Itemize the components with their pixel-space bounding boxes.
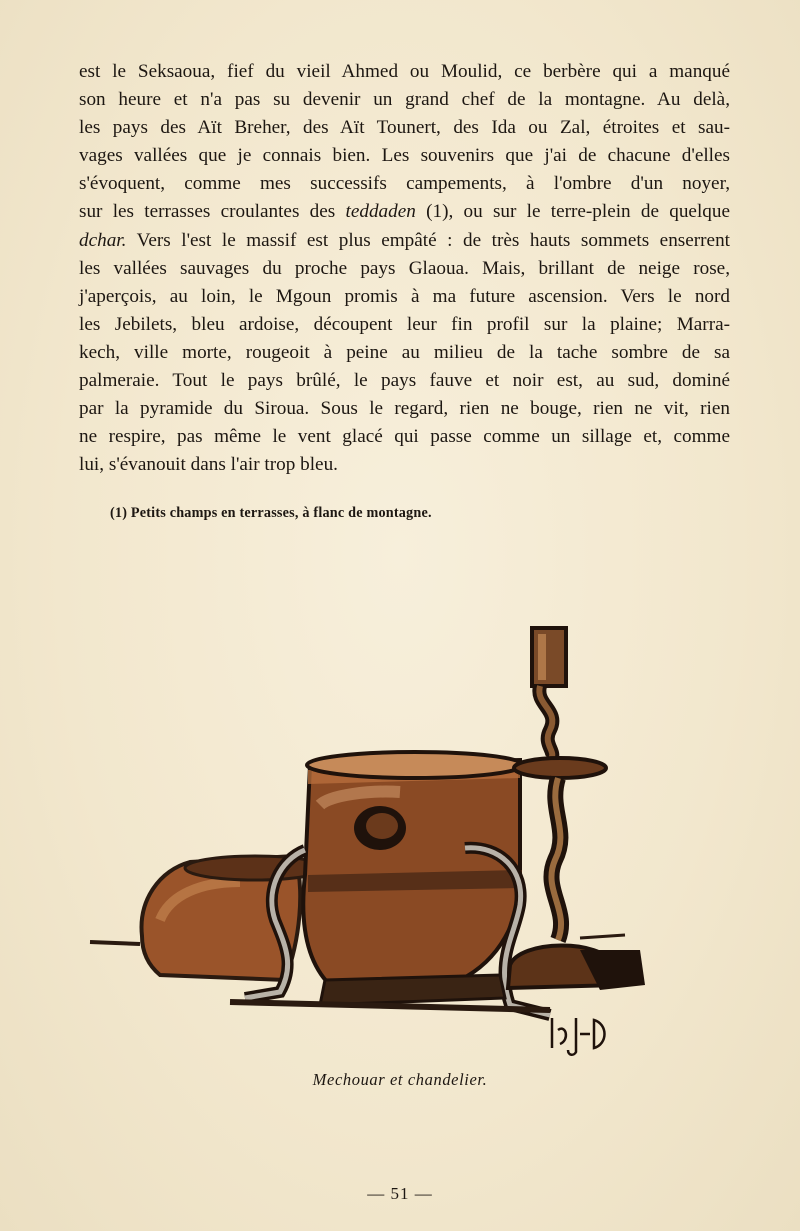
text-segment: (1), ou sur le terre-plein de quelque xyxy=(415,201,730,223)
candle-cup-highlight xyxy=(538,634,546,680)
pot-opening-inner xyxy=(366,813,398,839)
pot-base xyxy=(320,975,505,1005)
text-line: lui, s'évanouit dans l'air trop bleu. xyxy=(79,454,338,476)
body-text xyxy=(79,58,730,479)
text-line: j'aperçois, au loin, le Mgoun promis à ma future ascension. Vers le nord xyxy=(79,285,730,307)
text-line-with-italic xyxy=(79,227,730,255)
figure-caption: Mechouar et chandelier. xyxy=(312,1070,488,1089)
text-line: son heure et n'a pas su devenir un grand chef de la montagne. Au delà, xyxy=(79,89,730,111)
text-line: est le Seksaoua, fief du vieil Ahmed ou Moulid, ce berbère qui a manqué xyxy=(79,61,730,82)
illustration-mechouar-chandelier xyxy=(80,620,660,1070)
pot-rim xyxy=(307,752,523,778)
text-line: palmeraie. Tout le pays brûlé, le pays fauve et noir est, au sud, dominé xyxy=(79,370,730,392)
text-segment: Vers l'est le massif est plus empâté : de très hauts sommets enserrent xyxy=(136,229,730,251)
text-line: s'évoquent, comme mes successifs campements, à l'ombre d'un noyer, xyxy=(79,173,730,195)
text-line: par la pyramide du Siroua. Sous le regard, rien ne bouge, rien ne vit, rien xyxy=(79,398,730,420)
candle-cup xyxy=(532,628,566,686)
text-line: ne respire, pas même le vent glacé qui passe comme un sillage et, comme xyxy=(79,426,730,448)
text-line: les vallées sauvages du proche pays Glaoua. Mais, brillant de neige rose, xyxy=(79,257,730,279)
ground-stroke xyxy=(90,942,140,944)
text-line-with-italic xyxy=(79,198,730,226)
text-line: les pays des Aït Breher, des Aït Tounert, des Ida ou Zal, étroites et sau- xyxy=(79,117,730,139)
italic-term-dchar: dchar. xyxy=(79,229,127,251)
candle-drip-tray xyxy=(514,758,606,778)
footnote: (1) Petits champs en terrasses, à flanc de montagne. xyxy=(110,505,432,521)
text-line: kech, ville morte, rougeoit à peine au milieu de la tache sombre de sa xyxy=(79,341,730,363)
pot-base-shadow xyxy=(230,1002,550,1010)
italic-term-teddaden: teddaden xyxy=(345,201,416,223)
artist-signature xyxy=(552,1018,605,1055)
page-number: — 51 — xyxy=(367,1184,433,1203)
text-line: les Jebilets, bleu ardoise, découpent leur fin profil sur la plaine; Marra- xyxy=(79,313,730,335)
text-segment: sur les terrasses croulantes des xyxy=(79,201,336,223)
ground-stroke xyxy=(580,935,625,938)
text-line: vages vallées que je connais bien. Les souvenirs que j'ai de chacune d'elles xyxy=(79,145,730,167)
